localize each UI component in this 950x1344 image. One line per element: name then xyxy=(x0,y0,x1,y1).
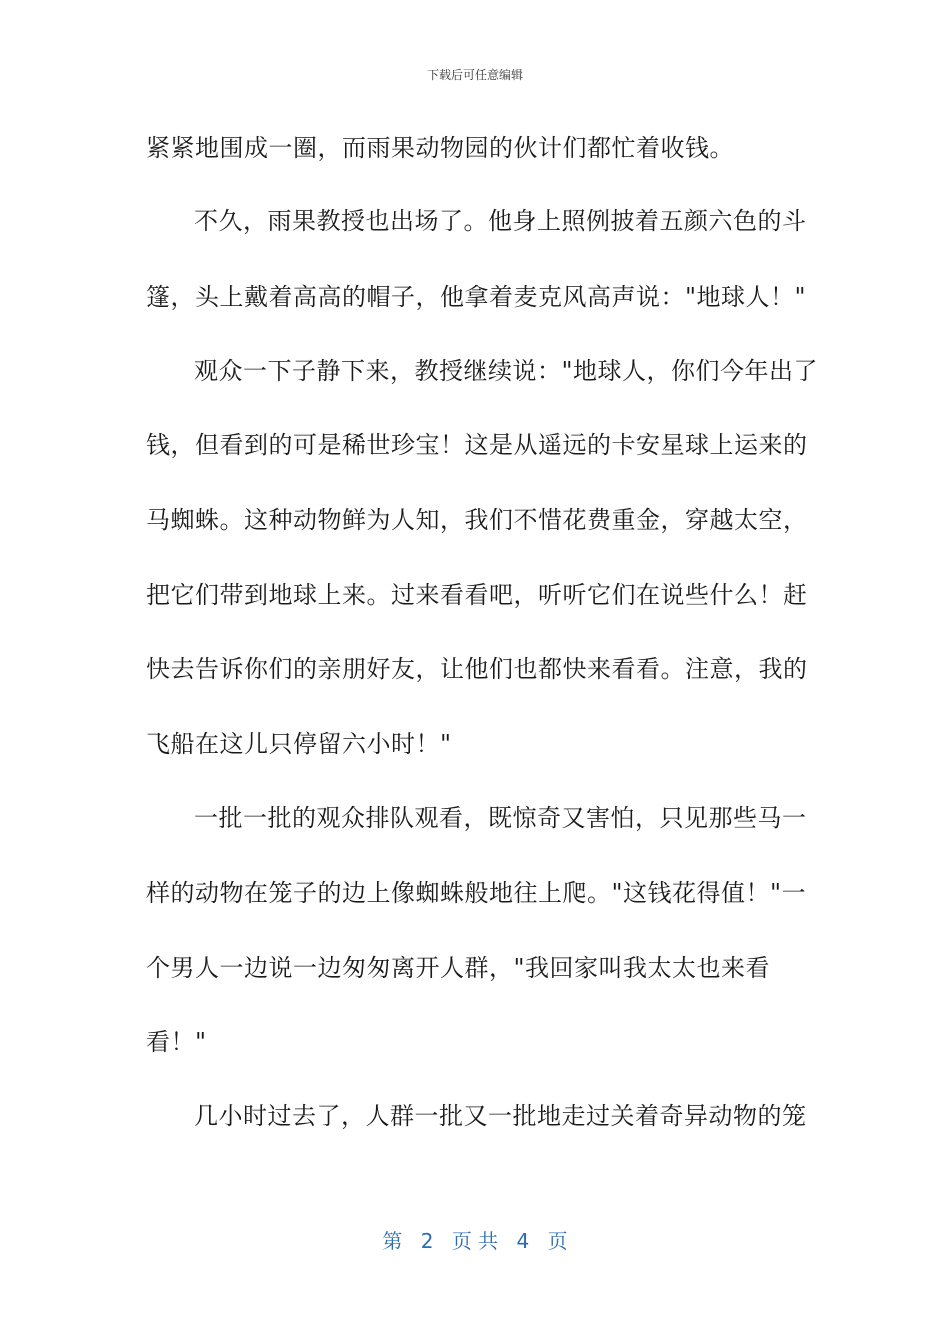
text-line: 不久，雨果教授也出场了。他身上照例披着五颜六色的斗 xyxy=(194,207,807,235)
text-line: 马蜘蛛。这种动物鲜为人知，我们不惜花费重金，穿越太空， xyxy=(146,506,808,534)
text-line: 快去告诉你们的亲朋好友，让他们也都快来看看。注意，我的 xyxy=(146,655,808,683)
text-line: 看！" xyxy=(146,1028,207,1056)
text-line: 飞船在这儿只停留六小时！" xyxy=(146,730,452,758)
text-line: 一批一批的观众排队观看，既惊奇又害怕，只见那些马一 xyxy=(194,804,807,832)
page-total: 4 xyxy=(516,1229,530,1253)
page-label: 第 xyxy=(382,1229,403,1253)
text-line: 个男人一边说一边匆匆离开人群，"我回家叫我太太也来看 xyxy=(146,954,771,982)
text-line: 观众一下子静下来，教授继续说："地球人，你们今年出了 xyxy=(194,357,819,385)
page-footer xyxy=(0,1225,950,1254)
page-label: 页 共 xyxy=(451,1229,499,1253)
text-line: 样的动物在笼子的边上像蜘蛛般地往上爬。"这钱花得值！"一 xyxy=(146,879,807,907)
page-label: 页 xyxy=(547,1229,568,1253)
text-line: 几小时过去了，人群一批又一批地走过关着奇异动物的笼 xyxy=(194,1102,807,1130)
page-header: 下载后可任意编辑 xyxy=(426,68,523,82)
text-line: 篷，头上戴着高高的帽子，他拿着麦克风高声说："地球人！" xyxy=(146,283,807,311)
text-line: 钱，但看到的可是稀世珍宝！这是从遥远的卡安星球上运来的 xyxy=(146,431,808,459)
page-current: 2 xyxy=(420,1229,434,1253)
text-line: 紧紧地围成一圈，而雨果动物园的伙计们都忙着收钱。 xyxy=(146,134,734,162)
text-line: 把它们带到地球上来。过来看看吧，听听它们在说些什么！赶 xyxy=(146,581,808,609)
